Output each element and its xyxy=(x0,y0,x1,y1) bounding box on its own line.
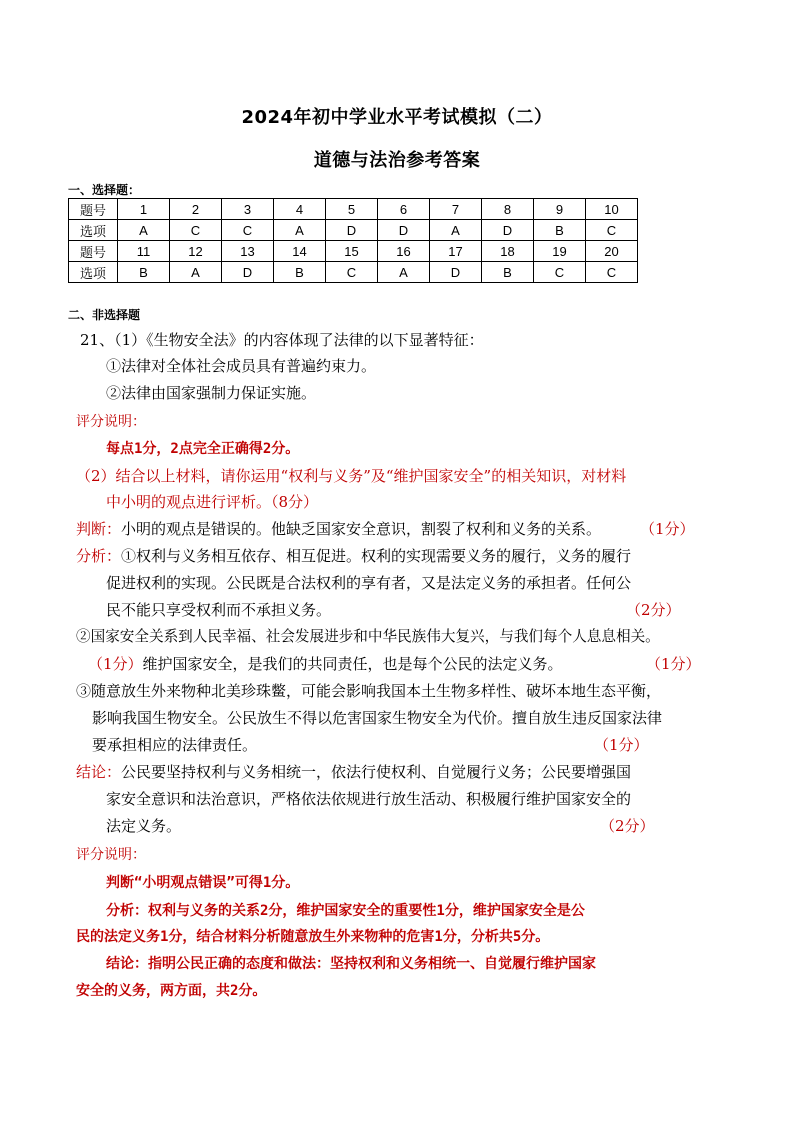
table-row xyxy=(69,262,638,283)
table-row xyxy=(69,241,638,262)
table-cell: D xyxy=(430,262,482,283)
analysis-2-line1: ②国家安全关系到人民幸福、社会发展进步和中华民族伟大复兴，与我们每个人息息相关。 xyxy=(76,628,660,645)
table-cell: 8 xyxy=(482,199,534,220)
q21-part2-prompt-line1: （2）结合以上材料，请你运用“权利与义务”及“维护国家安全”的相关知识，对材料 xyxy=(76,467,627,485)
analysis-3-line3: 要承担相应的法律责任。 xyxy=(92,736,258,754)
conclusion-label: 结论： xyxy=(76,763,122,781)
section-heading-choice: 一、选择题： xyxy=(68,183,141,197)
analysis-label: 分析： xyxy=(76,547,122,565)
score-note2-conclusion-line1: 结论：指明公民正确的态度和做法：坚持权利和义务相统一、自觉履行维护国家 xyxy=(106,956,596,972)
judge-text: 小明的观点是错误的。他缺乏国家安全意识，割裂了权利和义务的关系。 xyxy=(121,520,602,538)
table-cell: 16 xyxy=(378,241,430,262)
table-cell: 3 xyxy=(222,199,274,220)
page-subtitle: 道德与法治参考答案 xyxy=(313,150,481,171)
analysis-3-line1: ③随意放生外来物种北美珍珠鳖，可能会影响我国本土生物多样性、破坏本地生态平衡， xyxy=(76,682,662,700)
q21-part2-prompt-line2: 中小明的观点进行评析。（8分） xyxy=(106,493,319,511)
table-cell: A xyxy=(170,262,222,283)
conclusion-line1: 公民要坚持权利与义务相统一，依法行使权利、自觉履行义务；公民要增强国 xyxy=(121,763,632,781)
table-cell: 19 xyxy=(534,241,586,262)
q21-part1-point-b: ②法律由国家强制力保证实施。 xyxy=(106,384,317,402)
table-cell: C xyxy=(586,262,638,283)
analysis-2-score-a: （1分） xyxy=(88,655,143,673)
analysis-1-line1: ①权利与义务相互依存、相互促进。权利的实现需要义务的履行，义务的履行 xyxy=(121,547,632,565)
table-cell: 题号 xyxy=(69,199,118,220)
table-cell: 6 xyxy=(378,199,430,220)
table-cell: C xyxy=(222,220,274,241)
table-cell: 9 xyxy=(534,199,586,220)
analysis-2-line2: 维护国家安全，是我们的共同责任，也是每个公民的法定义务。 xyxy=(142,655,563,673)
table-cell: 2 xyxy=(170,199,222,220)
table-cell: 7 xyxy=(430,199,482,220)
table-cell: B xyxy=(534,220,586,241)
score-note2-analysis-line2: 民的法定义务1分，结合材料分析随意放生外来物种的危害1分，分析共5分。 xyxy=(76,929,550,945)
table-cell: 12 xyxy=(170,241,222,262)
table-cell: 选项 xyxy=(69,220,118,241)
score-note2-label: 评分说明： xyxy=(76,847,146,863)
answer-table xyxy=(68,198,638,283)
table-cell: 11 xyxy=(118,241,170,262)
table-cell: 5 xyxy=(326,199,378,220)
q21-part1-point-a: ①法律对全体社会成员具有普遍约束力。 xyxy=(106,357,377,375)
section-heading-nonchoice: 二、非选择题 xyxy=(68,308,141,322)
table-cell: A xyxy=(430,220,482,241)
table-cell: 1 xyxy=(118,199,170,220)
table-cell: B xyxy=(274,262,326,283)
page-title: 2024年初中学业水平考试模拟（二） xyxy=(241,107,553,128)
score-note2-judge: 判断“小明观点错误”可得1分。 xyxy=(106,875,300,891)
table-cell: 15 xyxy=(326,241,378,262)
analysis-2-score-b: （1分） xyxy=(646,655,701,673)
conclusion-score: （2分） xyxy=(600,817,655,835)
table-cell: 18 xyxy=(482,241,534,262)
score-note-text: 每点1分，2点完全正确得2分。 xyxy=(106,441,300,457)
table-cell: C xyxy=(586,220,638,241)
judge-score: （1分） xyxy=(640,520,695,538)
table-cell: D xyxy=(222,262,274,283)
analysis-3-score: （1分） xyxy=(594,736,649,754)
table-cell: A xyxy=(274,220,326,241)
q21-part1-prompt: 21、（1）《生物安全法》的内容体现了法律的以下显著特征： xyxy=(80,331,484,349)
table-cell: D xyxy=(378,220,430,241)
table-cell: C xyxy=(534,262,586,283)
table-cell: 14 xyxy=(274,241,326,262)
table-cell: 题号 xyxy=(69,241,118,262)
table-cell: D xyxy=(482,220,534,241)
table-cell: D xyxy=(326,220,378,241)
table-cell: A xyxy=(118,220,170,241)
analysis-1-line3: 民不能只享受权利而不承担义务。 xyxy=(106,601,332,619)
table-cell: 10 xyxy=(586,199,638,220)
table-cell: C xyxy=(326,262,378,283)
table-cell: 13 xyxy=(222,241,274,262)
table-cell: B xyxy=(118,262,170,283)
analysis-1-line2: 促进权利的实现。公民既是合法权利的享有者，又是法定义务的承担者。任何公 xyxy=(106,574,632,592)
score-note2-conclusion-line2: 安全的义务，两方面，共2分。 xyxy=(76,983,267,999)
table-cell: A xyxy=(378,262,430,283)
conclusion-line2: 家安全意识和法治意识，严格依法依规进行放生活动、积极履行维护国家安全的 xyxy=(106,790,632,808)
table-cell: B xyxy=(482,262,534,283)
table-row xyxy=(69,220,638,241)
table-row xyxy=(69,199,638,220)
judge-label: 判断： xyxy=(76,520,122,538)
table-cell: 选项 xyxy=(69,262,118,283)
table-cell: 17 xyxy=(430,241,482,262)
analysis-1-score: （2分） xyxy=(626,601,681,619)
table-cell: C xyxy=(170,220,222,241)
score-note-label: 评分说明： xyxy=(76,414,146,430)
table-cell: 20 xyxy=(586,241,638,262)
score-note2-analysis-line1: 分析：权利与义务的关系2分，维护国家安全的重要性1分，维护国家安全是公 xyxy=(106,903,585,919)
table-cell: 4 xyxy=(274,199,326,220)
conclusion-line3: 法定义务。 xyxy=(106,817,182,835)
analysis-3-line2: 影响我国生物安全。公民放生不得以危害国家生物安全为代价。擅自放生违反国家法律 xyxy=(92,709,663,727)
